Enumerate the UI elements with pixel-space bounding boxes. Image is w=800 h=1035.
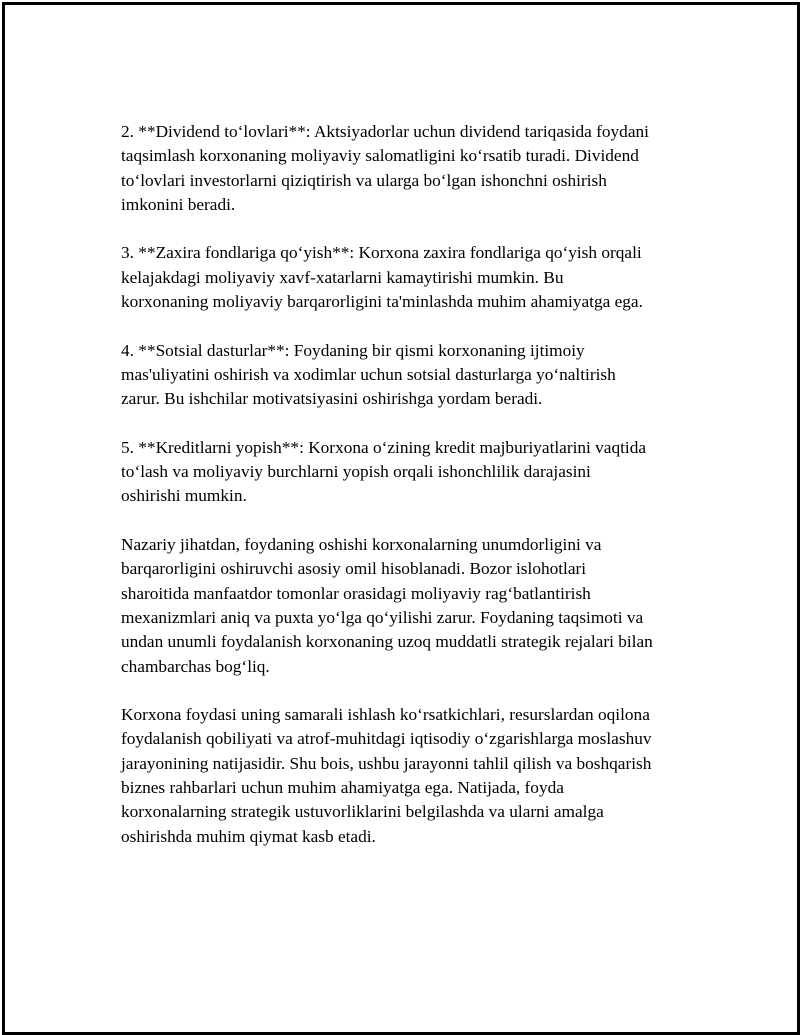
text-line: to‘lash va moliyaviy burchlarni yopish orqali ishonchlilik darajasini: [121, 462, 591, 482]
text-line: oshirishi mumkin.: [121, 486, 247, 506]
text-line: korxonalarning strategik ustuvorliklarini belgilashda va ularni amalga: [121, 802, 604, 822]
text-line: 5. **Kreditlarni yopish**: Korxona o‘zining kredit majburiyatlarini vaqtida: [121, 437, 647, 457]
page-frame: [2, 2, 800, 1035]
text-line: kelajakdagi moliyaviy xavf-xatarlarni kamaytirishi mumkin. Bu: [121, 267, 564, 287]
text-line: chambarchas bog‘liq.: [121, 656, 270, 676]
text-line: taqsimlash korxonaning moliyaviy salomatligini ko‘rsatib turadi. Dividend: [121, 146, 639, 166]
text-line: korxonaning moliyaviy barqarorligini ta'minlashda muhim ahamiyatga ega.: [121, 292, 643, 312]
text-line: zarur. Bu ishchilar motivatsiyasini oshirishga yordam beradi.: [121, 389, 543, 409]
text-line: biznes rahbarlari uchun muhim ahamiyatga ega. Natijada, foyda: [121, 778, 564, 798]
text-line: 2. **Dividend to‘lovlari**: Aktsiyadorlar uchun dividend tariqasida foydani: [121, 122, 649, 141]
text-line: imkonini beradi.: [121, 194, 236, 214]
document-body: [121, 120, 701, 873]
paragraph-conclusion: [121, 703, 701, 849]
paragraph-social-programs: [121, 339, 701, 412]
paragraph-theory: [121, 533, 701, 679]
text-line: barqarorligini oshiruvchi asosiy omil hisoblanadi. Bozor islohotlari: [121, 559, 587, 579]
text-line: mexanizmlari aniq va puxta yo‘lga qo‘yilishi zarur. Foydaning taqsimoti va: [121, 607, 644, 627]
text-line: jarayonining natijasidir. Shu bois, ushbu jarayonni tahlil qilish va boshqarish: [121, 753, 652, 773]
text-line: foydalanish qobiliyati va atrof-muhitdagi iqtisodiy o‘zgarishlarga moslashuv: [121, 729, 652, 749]
text-line: 4. **Sotsial dasturlar**: Foydaning bir qismi korxonaning ijtimoiy: [121, 340, 585, 360]
text-line: undan unumli foydalanish korxonaning uzoq muddatli strategik rejalari bilan: [121, 632, 653, 652]
text-line: to‘lovlari investorlarni qiziqtirish va ularga bo‘lgan ishonchni oshirish: [121, 170, 607, 190]
text-line: mas'uliyatini oshirish va xodimlar uchun sotsial dasturlarga yo‘naltirish: [121, 364, 616, 384]
text-line: 3. **Zaxira fondlariga qo‘yish**: Korxona zaxira fondlariga qo‘yish orqali: [121, 243, 642, 263]
text-line: oshirishda muhim qiymat kasb etadi.: [121, 826, 376, 846]
paragraph-dividend-payments: [121, 120, 701, 217]
text-line: Korxona foydasi uning samarali ishlash ko‘rsatkichlari, resurslardan oqilona: [121, 705, 650, 725]
paragraph-reserve-funds: [121, 241, 701, 314]
paragraph-loan-repayment: [121, 436, 701, 509]
text-line: Nazariy jihatdan, foydaning oshishi korxonalarning unumdorligini va: [121, 535, 602, 555]
text-line: sharoitida manfaatdor tomonlar orasidagi moliyaviy rag‘batlantirish: [121, 583, 591, 603]
